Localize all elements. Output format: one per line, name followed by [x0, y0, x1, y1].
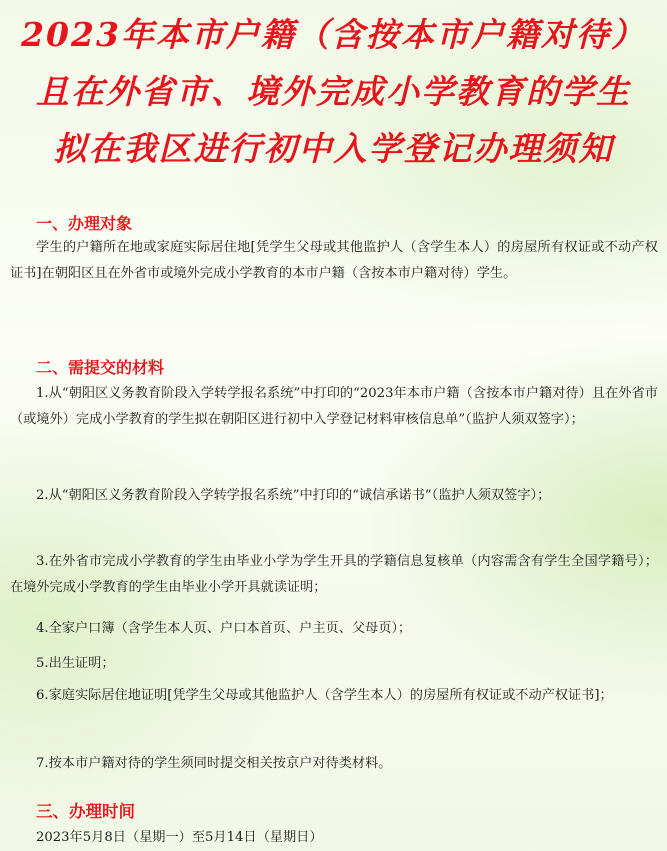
material-item-2: 2.从“朝阳区义务教育阶段入学转学报名系统”中打印的“诚信承诺书”（监护人须双签字）；	[36, 488, 551, 503]
section-heading-time: 三、办理时间	[36, 802, 135, 821]
section-text-target: 学生的户籍所在地或家庭实际居住地[凭学生父母或其他监护人（含学生本人）的房屋所有权证或不动产权证书]在朝阳区且在外省市或境外完成小学教育的本市户籍（含按本市户籍对待）学生。	[10, 240, 658, 281]
notice-title	[0, 6, 667, 177]
material-item-4: 4.全家户口簿（含学生本人页、户口本首页、户主页、父母页）；	[36, 621, 412, 636]
section-heading-materials: 二、需提交的材料	[36, 358, 165, 377]
material-item-6: 6.家庭实际居住地证明[凭学生父母或其他监护人（含学生本人）的房屋所有权证或不动产权证书]；	[36, 688, 613, 703]
title-line-3: 拟在我区进行初中入学登记办理须知	[53, 129, 614, 168]
section-target	[10, 213, 658, 287]
section-heading-target: 一、办理对象	[36, 214, 133, 233]
section-text-time: 2023年5月8日（星期一）至5月14日（星期日）	[36, 830, 323, 845]
title-line-1: 2023年本市户籍（含按本市户籍对待）	[21, 15, 646, 54]
material-item-3: 3.在外省市完成小学教育的学生由毕业小学为学生开具的学籍信息复核单（内容需含有学生全国学籍号）；在境外完成小学教育的学生由毕业小学开具就读证明；	[10, 554, 658, 595]
title-line-2: 且在外省市、境外完成小学教育的学生	[36, 72, 631, 111]
material-item-5: 5.出生证明；	[36, 656, 115, 671]
material-item-7: 7.按本市户籍对待的学生须同时提交相关按京户对待类材料。	[36, 756, 392, 771]
material-item-1: 1.从“朝阳区义务教育阶段入学转学报名系统”中打印的“2023年本市户籍（含按本市户籍对待）且在外省市（或境外）完成小学教育的学生拟在朝阳区进行初中入学登记材料审核信息单”（监护人须双签字）；	[10, 386, 658, 427]
